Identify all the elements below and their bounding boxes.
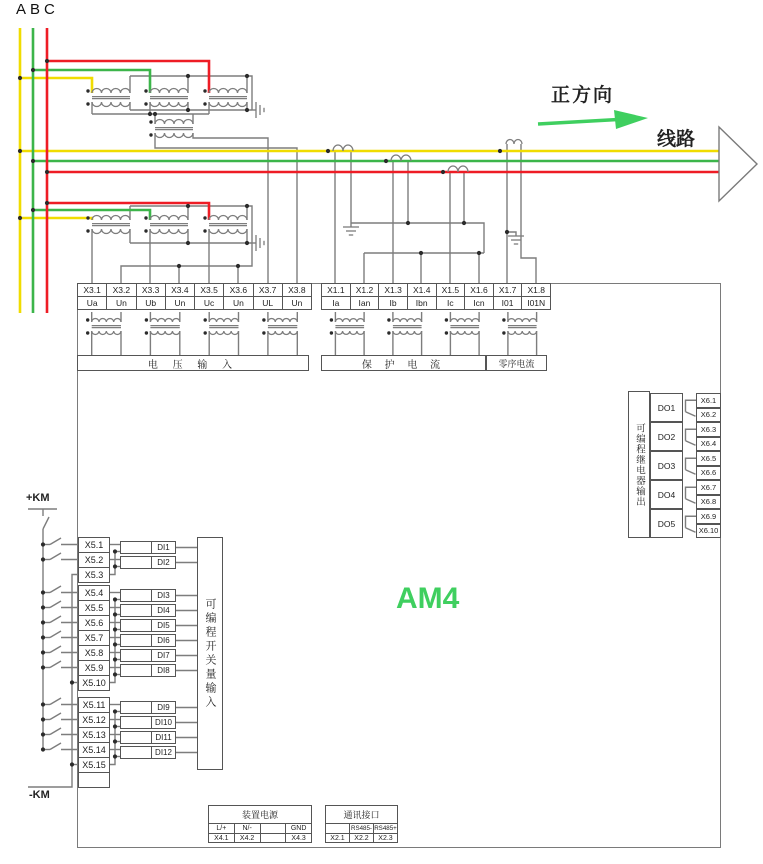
terminal-id-cell: X4.3 <box>286 834 312 843</box>
x5-terminal: X5.7 <box>78 630 110 646</box>
signal-name-cell: Ic <box>436 297 465 310</box>
signal-name-cell: Uc <box>195 297 224 310</box>
power-label-cell <box>260 824 286 834</box>
di-label: DI1 <box>151 541 176 554</box>
do-label: DO3 <box>650 451 683 480</box>
terminal-id-cell: X4.1 <box>209 834 235 843</box>
power-table-title: 装置电源 <box>209 806 312 824</box>
comm-label-cell: RS485+ <box>374 825 397 832</box>
x6-terminal: X6.8 <box>696 495 721 510</box>
di-label: DI4 <box>151 604 176 617</box>
optocoupler-box <box>120 664 152 677</box>
x6-terminal: X6.7 <box>696 480 721 495</box>
x6-terminal: X6.3 <box>696 422 721 437</box>
x5-terminal: X5.5 <box>78 600 110 616</box>
signal-name-cell: Un <box>282 297 311 310</box>
x5-terminal: X5.6 <box>78 615 110 631</box>
optocoupler-box <box>120 716 152 729</box>
x6-terminal: X6.6 <box>696 466 721 481</box>
x5-terminal: X5.11 <box>78 697 110 713</box>
signal-name-cell: UL <box>253 297 282 310</box>
terminal-id-cell: X1.3 <box>379 284 408 297</box>
di-label: DI10 <box>151 716 176 729</box>
programmable-digital-input-section-label: 可编程开关量输入 <box>197 537 223 770</box>
do-label: DO4 <box>650 480 683 509</box>
phase-sequence-label: ABC <box>16 1 59 18</box>
optocoupler-box <box>120 619 152 632</box>
terminal-id-cell: X3.5 <box>195 284 224 297</box>
x5-terminal: X5.3 <box>78 567 110 583</box>
terminal-id-cell: X1.8 <box>522 284 551 297</box>
signal-name-cell: Ibn <box>407 297 436 310</box>
do-label: DO5 <box>650 509 683 538</box>
signal-name-cell: Un <box>165 297 194 310</box>
x3-terminal-strip <box>77 283 312 310</box>
signal-name-cell: I01N <box>522 297 551 310</box>
di-label: DI2 <box>151 556 176 569</box>
x5-terminal: X5.1 <box>78 537 110 553</box>
di-label: DI7 <box>151 649 176 662</box>
di-label: DI6 <box>151 634 176 647</box>
programmable-relay-output-section-label: 可编程继电器输出 <box>628 391 650 538</box>
di-label: DI3 <box>151 589 176 602</box>
terminal-id-cell: X3.6 <box>224 284 253 297</box>
voltage-input-section-label: 电 压 输 入 <box>77 355 309 371</box>
power-label-cell: L/+ <box>209 824 235 834</box>
optocoupler-box <box>120 649 152 662</box>
di-label: DI8 <box>151 664 176 677</box>
x5-empty-cell <box>78 772 110 788</box>
optocoupler-box <box>120 701 152 714</box>
comm-label-cell: RS485- <box>351 825 372 832</box>
signal-name-cell: Ua <box>78 297 107 310</box>
power-label-cell: GND <box>286 824 312 834</box>
terminal-id-cell: X3.1 <box>78 284 107 297</box>
optocoupler-box <box>120 556 152 569</box>
di-label: DI5 <box>151 619 176 632</box>
comm-port-table <box>325 805 398 843</box>
terminal-id-cell: X1.7 <box>493 284 522 297</box>
optocoupler-box <box>120 589 152 602</box>
line-label: 线路 <box>657 129 696 150</box>
terminal-id-cell: X2.1 <box>326 834 350 843</box>
terminal-id-cell <box>260 834 286 843</box>
x5-terminal: X5.13 <box>78 727 110 743</box>
terminal-id-cell: X3.2 <box>107 284 136 297</box>
km-plus-label: +KM <box>26 492 50 504</box>
x6-terminal: X6.2 <box>696 408 721 423</box>
power-label-cell: N/- <box>234 824 260 834</box>
x1-terminal-strip <box>321 283 551 310</box>
optocoupler-box <box>120 604 152 617</box>
do-label: DO1 <box>650 393 683 422</box>
zero-sequence-current-section-label: 零序电流 <box>486 355 547 371</box>
x5-terminal: X5.2 <box>78 552 110 568</box>
signal-name-cell: Icn <box>465 297 494 310</box>
protection-current-section-label: 保 护 电 流 <box>321 355 486 371</box>
di-label: DI12 <box>151 746 176 759</box>
terminal-id-cell: X3.7 <box>253 284 282 297</box>
optocoupler-box <box>120 746 152 759</box>
x5-terminal: X5.10 <box>78 675 110 691</box>
terminal-id-cell: X2.2 <box>350 834 374 843</box>
x6-terminal: X6.5 <box>696 451 721 466</box>
signal-name-cell: I01 <box>493 297 522 310</box>
x5-terminal: X5.8 <box>78 645 110 661</box>
power-supply-table <box>208 805 312 843</box>
terminal-id-cell: X3.8 <box>282 284 311 297</box>
signal-name-cell: Un <box>107 297 136 310</box>
comm-table-title: 通讯接口 <box>326 806 398 824</box>
terminal-id-cell: X4.2 <box>234 834 260 843</box>
positive-direction-label: 正方向 <box>551 85 615 106</box>
x5-terminal: X5.15 <box>78 757 110 773</box>
signal-name-cell: Un <box>224 297 253 310</box>
signal-name-cell: Ian <box>350 297 379 310</box>
signal-name-cell: Ib <box>379 297 408 310</box>
device-model-label: AM4 <box>396 582 460 615</box>
terminal-id-cell: X1.5 <box>436 284 465 297</box>
x5-terminal: X5.9 <box>78 660 110 676</box>
x5-terminal: X5.12 <box>78 712 110 728</box>
terminal-id-cell: X1.4 <box>407 284 436 297</box>
comm-label-cell <box>326 824 350 834</box>
terminal-id-cell: X1.6 <box>465 284 494 297</box>
terminal-id-cell: X3.4 <box>165 284 194 297</box>
di-label: DI11 <box>151 731 176 744</box>
optocoupler-box <box>120 731 152 744</box>
di-label: DI9 <box>151 701 176 714</box>
signal-name-cell: Ia <box>322 297 351 310</box>
x5-terminal: X5.14 <box>78 742 110 758</box>
x6-terminal: X6.4 <box>696 437 721 452</box>
terminal-id-cell: X2.3 <box>374 834 398 843</box>
optocoupler-box <box>120 634 152 647</box>
x5-terminal: X5.4 <box>78 585 110 601</box>
do-label: DO2 <box>650 422 683 451</box>
terminal-id-cell: X1.2 <box>350 284 379 297</box>
terminal-id-cell: X1.1 <box>322 284 351 297</box>
terminal-id-cell: X3.3 <box>136 284 165 297</box>
x6-terminal: X6.1 <box>696 393 721 408</box>
x6-terminal: X6.9 <box>696 509 721 524</box>
signal-name-cell: Ub <box>136 297 165 310</box>
optocoupler-box <box>120 541 152 554</box>
x6-terminal: X6.10 <box>696 524 721 539</box>
km-minus-label: -KM <box>29 789 50 801</box>
